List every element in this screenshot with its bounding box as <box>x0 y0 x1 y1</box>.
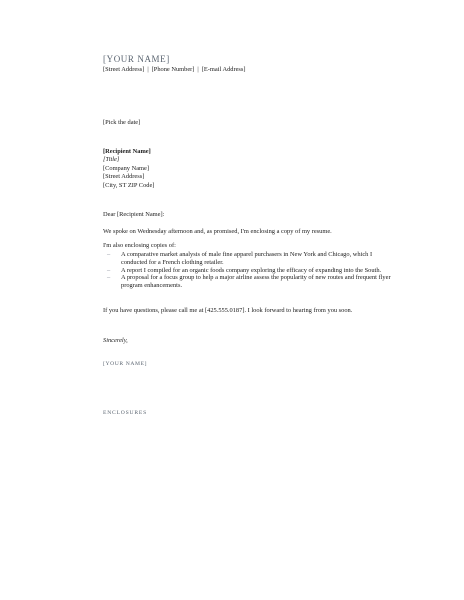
sender-name: [YOUR NAME] <box>103 54 170 64</box>
list-item-text: A proposal for a focus group to help a major airline assess the popularity of new routes and frequent flyer program enhancements. <box>121 274 391 290</box>
contact-separator: | <box>147 66 149 73</box>
sender-street: [Street Address] <box>103 66 145 73</box>
letter-page <box>103 54 403 416</box>
recipient-block <box>103 148 154 190</box>
recipient-company: [Company Name] <box>103 164 149 172</box>
recipient-name: [Recipient Name] <box>103 148 151 155</box>
recipient-title: [Title] <box>103 156 120 164</box>
list-item <box>107 274 397 290</box>
body-paragraph-2: I'm also enclosing copies of: <box>103 242 176 249</box>
closing: Sincerely, <box>103 337 128 344</box>
recipient-street: [Street Address] <box>103 173 145 181</box>
signature-name: [YOUR NAME] <box>103 361 148 367</box>
letter-date[interactable]: [Pick the date] <box>103 119 141 126</box>
salutation: Dear [Recipient Name]: <box>103 211 165 218</box>
list-item-text: A comparative market analysis of male fine apparel purchasers in New York and Chicago, which I conducted for a French clothing retailer. <box>121 251 373 266</box>
enclosures-label: ENCLOSURES <box>103 410 148 416</box>
enclosure-list <box>107 251 397 290</box>
sender-email: [E-mail Address] <box>201 66 246 73</box>
sender-contact-line <box>103 65 403 74</box>
sender-phone: [Phone Number] <box>151 66 195 73</box>
contact-separator: | <box>197 66 199 73</box>
body-paragraph-1: We spoke on Wednesday afternoon and, as promised, I'm enclosing a copy of my resume. <box>103 228 332 235</box>
body-paragraph-3: If you have questions, please call me at [425.555.0187]. I look forward to hearing from you soon. <box>103 307 353 314</box>
list-item <box>107 251 397 267</box>
bullet-dash: – <box>107 274 111 282</box>
bullet-dash: – <box>107 251 111 258</box>
list-item-text: A report I compiled for an organic foods company exploring the efficacy of expanding into the South. <box>121 266 382 274</box>
list-item <box>107 267 397 275</box>
bullet-dash: – <box>107 266 111 274</box>
recipient-city: [City, ST ZIP Code] <box>103 181 155 189</box>
